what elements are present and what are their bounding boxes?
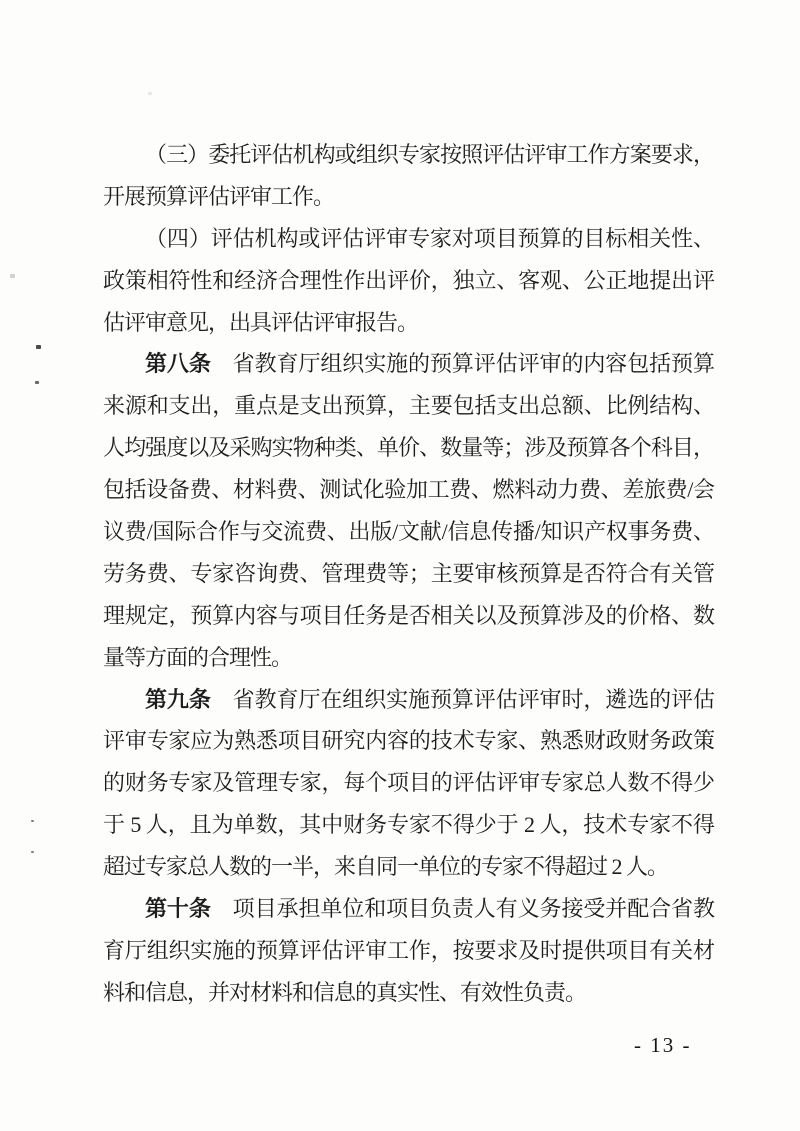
document-body (103, 134, 714, 1014)
text-line (103, 385, 714, 427)
article-number: 第八条 (145, 351, 211, 377)
text-line (103, 888, 714, 930)
article-number: 第九条 (145, 686, 211, 712)
line-text: 省教育厅组织实施的预算评估评审的内容包括预算 (210, 351, 714, 377)
text-line (103, 846, 714, 888)
line-text: 开展预算评估评审工作。 (103, 183, 335, 209)
scan-speck (31, 820, 34, 822)
line-text: 评审专家应为熟悉项目研究内容的技术专家、熟悉财政财务政策 (103, 728, 714, 754)
line-text: 的财务专家及管理专家，每个项目的评估评审专家总人数不得少 (103, 770, 714, 796)
scan-speck (36, 345, 41, 349)
text-line (103, 930, 714, 972)
text-line (103, 218, 714, 260)
line-text: 议费/国际合作与交流费、出版/文献/信息传播/知识产权事务费、 (103, 519, 714, 545)
text-line (103, 553, 714, 595)
scan-speck (35, 381, 39, 384)
line-text: 超过专家总人数的一半，来自同一单位的专家不得超过 2 人。 (103, 854, 669, 880)
line-text: 省教育厅在组织实施预算评估评审时，遴选的评估 (210, 686, 714, 712)
line-text: （三）委托评估机构或组织专家按照评估评审工作方案要求， (145, 142, 714, 167)
text-line (103, 972, 714, 1014)
text-line (103, 595, 714, 637)
text-line (103, 637, 714, 679)
scan-speck (31, 851, 34, 853)
line-text: 育厅组织实施的预算评估评审工作，按要求及时提供项目有关材 (103, 937, 714, 963)
text-line (103, 720, 714, 762)
text-line (103, 260, 714, 302)
text-line (103, 427, 714, 469)
line-text: 理规定，预算内容与项目任务是否相关以及预算涉及的价格、数 (103, 602, 714, 628)
text-line (103, 343, 714, 385)
line-text: 政策相符性和经济合理性作出评价，独立、客观、公正地提出评 (103, 267, 714, 293)
text-line (103, 469, 714, 511)
text-line (103, 176, 714, 218)
text-line (103, 804, 714, 846)
article-number: 第十条 (145, 896, 211, 922)
text-line (103, 134, 714, 176)
scan-speck (148, 92, 152, 95)
line-text: 料和信息，并对材料和信息的真实性、有效性负责。 (103, 979, 587, 1005)
line-text: 人均强度以及采购实物种类、单价、数量等；涉及预算各个科目， (103, 435, 714, 461)
line-text: 包括设备费、材料费、测试化验加工费、燃料动力费、差旅费/会 (103, 477, 714, 503)
line-text: 来源和支出，重点是支出预算，主要包括支出总额、比例结构、 (103, 393, 714, 419)
line-text: 估评审意见，出具评估评审报告。 (103, 309, 419, 335)
line-text: 项目承担单位和项目负责人有义务接受并配合省教 (210, 896, 714, 922)
scan-speck (10, 274, 15, 278)
text-line (103, 679, 714, 721)
line-text: 劳务费、专家咨询费、管理费等；主要审核预算是否符合有关管 (103, 560, 714, 586)
line-text: （四）评估机构或评估评审专家对项目预算的目标相关性、 (145, 225, 714, 251)
text-line (103, 762, 714, 804)
page-number: - 13 - (634, 1033, 692, 1057)
text-line (103, 511, 714, 553)
text-line (103, 302, 714, 344)
line-text: 量等方面的合理性。 (103, 644, 293, 670)
line-text: 于 5 人，且为单数，其中财务专家不得少于 2 人，技术专家不得 (103, 812, 714, 838)
